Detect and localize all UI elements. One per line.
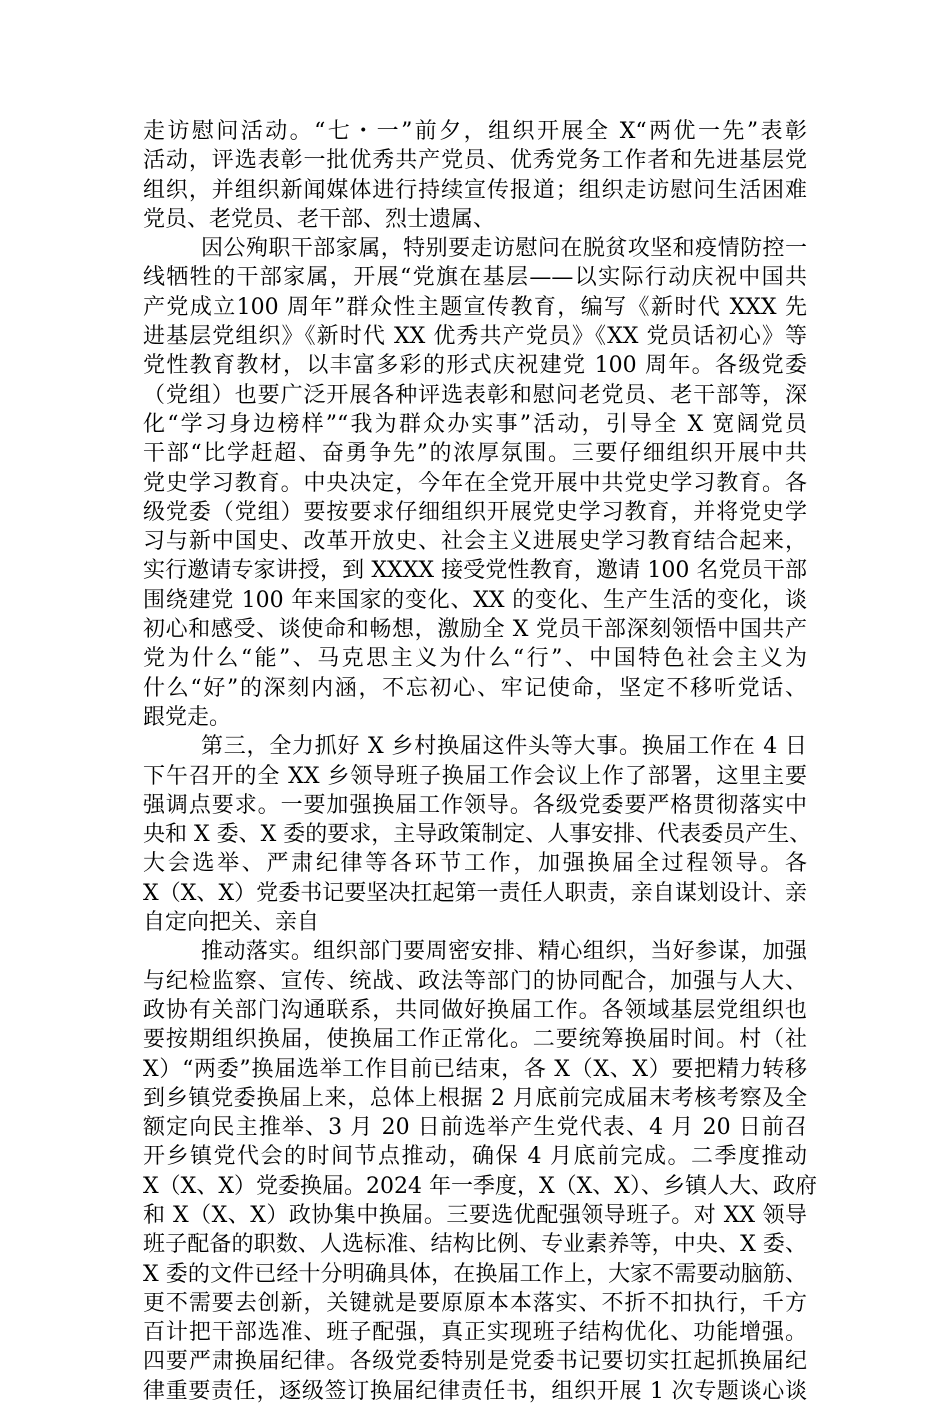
text-line: X 委的文件已经十分明确具体，在换届工作上，大家不需要动脑筋、 <box>143 1261 807 1287</box>
paragraph <box>143 937 817 1406</box>
text-line: 活动，评选表彰一批优秀共产党员、优秀党务工作者和先进基层党 <box>143 148 807 174</box>
text-line: 组织，并组织新闻媒体进行持续宣传报道；组织走访慰问生活困难 <box>143 177 807 203</box>
text-line: 四要严肃换届纪律。各级党委特别是党委书记要切实扛起抓换届纪 <box>143 1349 807 1375</box>
text-line: 党员、老党员、老干部、烈士遗属、 <box>143 206 496 232</box>
text-line: 因公殉职干部家属，特别要走访慰问在脱贫攻坚和疫情防控一 <box>201 236 807 262</box>
text-line: 推动落实。组织部门要周密安排、精心组织，当好参谋，加强 <box>201 939 807 965</box>
text-line: 初心和感受、谈使命和畅想，激励全 X 党员干部深刻领悟中国共产 <box>143 617 807 643</box>
text-line: 习与新中国史、改革开放史、社会主义进展史学习教育结合起来， <box>143 529 807 555</box>
text-line: X）“两委”换届选举工作目前已结束，各 X（X、X）要把精力转移 <box>143 1056 807 1082</box>
text-line: 党为什么“能”、马克思主义为什么“行”、中国特色社会主义为 <box>143 646 807 672</box>
text-line: X（X、X）党委书记要坚决扛起第一责任人职责，亲自谋划设计、亲 <box>143 880 807 906</box>
text-line: 开乡镇党代会的时间节点推动，确保 4 月底前完成。二季度推动 <box>143 1144 807 1170</box>
text-line: 线牺牲的干部家属，开展“党旗在基层——以实际行动庆祝中国共 <box>143 265 807 291</box>
text-line: 央和 X 委、X 委的要求，主导政策制定、人事安排、代表委员产生、 <box>143 822 812 848</box>
text-line: 与纪检监察、宣传、统战、政法等部门的协同配合，加强与人大、 <box>143 968 807 994</box>
text-line: 下午召开的全 XX 乡领导班子换届工作会议上作了部署，这里主要 <box>143 763 807 789</box>
text-line: 律重要责任，逐级签订换届纪律责任书，组织开展 1 次专题谈心谈 <box>143 1378 807 1404</box>
text-line: 实行邀请专家讲授，到 XXXX 接受党性教育，邀请 100 名党员干部 <box>143 558 807 584</box>
document-body <box>143 117 817 1406</box>
paragraph <box>143 234 807 732</box>
text-line: （党组）也要广泛开展各种评选表彰和慰问老党员、老干部等，深 <box>143 382 807 408</box>
text-line: 要按期组织换届，使换届工作正常化。二要统筹换届时间。村（社 <box>143 1027 807 1053</box>
text-line: 什么“好”的深刻内涵，不忘初心、牢记使命，坚定不移听党话、 <box>143 675 807 701</box>
text-line: 进基层党组织》《新时代 XX 优秀共产党员》《XX 党员话初心》等 <box>143 324 807 350</box>
text-line: 和 X（X、X）政协集中换届。三要选优配强领导班子。对 XX 领导 <box>143 1202 807 1228</box>
text-line: 百计把干部选准、班子配强，真正实现班子结构优化、功能增强。 <box>143 1320 807 1346</box>
text-line: 大会选举、严肃纪律等各环节工作，加强换届全过程领导。各 <box>143 851 807 877</box>
text-line: 级党委（党组）要按要求仔细组织开展党史学习教育，并将党史学 <box>143 499 807 525</box>
text-line: 产党成立100 周年”群众性主题宣传教育，编写《新时代 XXX 先 <box>143 294 807 320</box>
text-line: 围绕建党 100 年来国家的变化、XX 的变化、生产生活的变化，谈 <box>143 587 807 613</box>
text-line: 班子配备的职数、人选标准、结构比例、专业素养等，中央、X 委、 <box>143 1232 807 1258</box>
text-line: 额定向民主推举、3 月 20 日前选举产生党代表、4 月 20 日前召 <box>143 1115 807 1141</box>
text-line: 走访慰问活动。“七・一”前夕，组织开展全 X“两优一先”表彰 <box>143 119 807 144</box>
text-line: 党性教育教材，以丰富多彩的形式庆祝建党 100 周年。各级党委 <box>143 353 807 379</box>
text-line: 更不需要去创新，关键就是要原原本本落实、不折不扣执行，千方 <box>143 1290 807 1316</box>
text-line: 党史学习教育。中央决定，今年在全党开展中共党史学习教育。各 <box>143 470 807 496</box>
text-line: 强调点要求。一要加强换届工作领导。各级党委要严格贯彻落实中 <box>143 792 807 818</box>
text-line: 到乡镇党委换届上来，总体上根据 2 月底前完成届末考核考察及全 <box>143 1085 807 1111</box>
paragraph <box>143 732 812 937</box>
paragraph <box>143 117 807 234</box>
text-line: X（X、X）党委换届。2024 年一季度，X（X、X）、乡镇人大、政府 <box>143 1173 817 1199</box>
text-line: 第三，全力抓好 X 乡村换届这件头等大事。换届工作在 4 日 <box>201 734 807 760</box>
text-line: 跟党走。 <box>143 704 232 730</box>
text-line: 政协有关部门沟通联系，共同做好换届工作。各领域基层党组织也 <box>143 997 807 1023</box>
text-line: 干部“比学赶超、奋勇争先”的浓厚氛围。三要仔细组织开展中共 <box>143 441 807 467</box>
text-line: 自定向把关、亲自 <box>143 910 320 936</box>
text-line: 化“学习身边榜样”“我为群众办实事”活动，引导全 X 宽阔党员 <box>143 411 807 437</box>
